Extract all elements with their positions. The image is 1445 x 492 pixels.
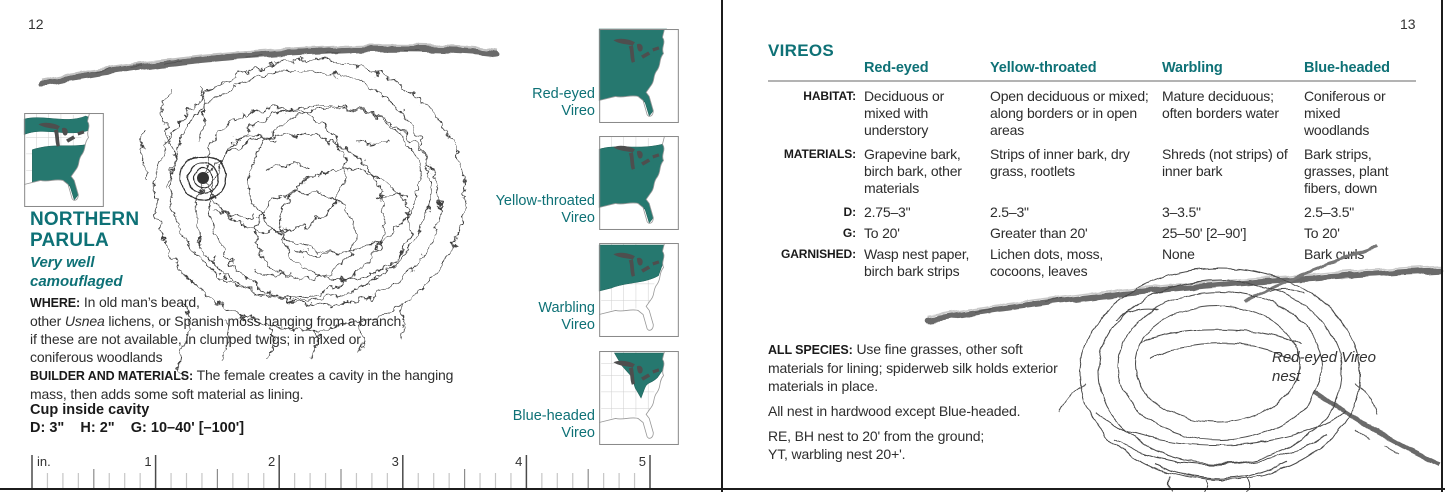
northern-parula-range-map [24,113,104,207]
nest-caption: Red-eyed Vireo nest [1272,349,1376,385]
warbling-vireo-range-map [599,243,679,337]
red-eyed-vireo-range-map [599,29,679,123]
page-gutter-divider [721,0,723,492]
table-cell: Shreds (not strips) of inner bark [1162,146,1288,179]
species-tagline: Very well camouflaged [30,254,123,290]
table-cell: 2.5–3.5" [1304,204,1355,220]
table-cell: 3–3.5" [1162,204,1201,220]
table-cell: 2.5–3" [990,204,1029,220]
blue-headed-vireo-range-map [599,351,679,445]
svg-text:1: 1 [144,454,152,469]
table-cell: Lichen dots, moss, cocoons, leaves [990,246,1104,279]
thumb-label-red-eyed: Red-eyed Vireo [532,86,595,119]
page-number-left: 12 [28,16,44,32]
svg-text:4: 4 [515,454,523,469]
table-row-materials: MATERIALS: Grapevine bark, birch bark, other materials Strips of inner bark, dry grass, rootlets Shreds (not strips) of inner bark Bark strips, grasses, plant fibers, down [768,146,1416,204]
cup-dimensions: D: 3" H: 2" G: 10–40' [–100'] [30,420,245,436]
table-cell: Wasp nest paper, birch bark strips [864,246,970,279]
table-header-row [768,60,1416,82]
column-header-blue-headed: Blue-headed [1304,60,1390,76]
cup-title: Cup inside cavity [30,402,150,418]
vireos-title: VIREOS [768,41,835,60]
table-row-diameter: D: 2.75–3" 2.5–3" 3–3.5" 2.5–3.5" [768,204,1416,225]
table-cell: Mature deciduous; often borders water [1162,88,1279,121]
table-cell: Open deciduous or mixed; along borders or in open areas [990,88,1149,138]
column-header-yellow-throated: Yellow-throated [990,60,1097,76]
yellow-throated-vireo-range-map [599,136,679,230]
thumb-label-yellow-throated: Yellow-throated Vireo [495,193,595,226]
table-row-ground-height: G: To 20' Greater than 20' 25–50' [2–90'] To 20' [768,225,1416,246]
page-bottom-border [0,488,1445,490]
table-cell: Coniferous or mixed woodlands [1304,88,1386,138]
table-cell: Bark curls [1304,246,1365,262]
table-cell: 25–50' [2–90'] [1162,225,1247,241]
all-species-note: ALL SPECIES: Use fine grasses, other soft materials for lining; spiderweb silk holds exterior materials in place. [768,341,1058,394]
svg-text:in.: in. [37,454,51,469]
species-heading [30,209,139,251]
svg-text:3: 3 [391,454,399,469]
table-cell: Bark strips, grasses, plant fibers, down [1304,146,1389,196]
table-cell: To 20' [1304,225,1340,241]
species-name-line2: PARULA [30,230,109,251]
table-cell: None [1162,246,1195,262]
ruler [24,452,684,489]
vireo-comparison-table [768,60,1416,287]
hardwood-note: All nest in hardwood except Blue-headed. [768,403,1021,419]
column-header-red-eyed: Red-eyed [864,60,929,76]
species-name-line1: NORTHERN [30,209,140,230]
page-number-right: 13 [1400,16,1416,32]
table-cell: Strips of inner bark, dry grass, rootlets [990,146,1130,179]
notes-block [768,340,1068,463]
builder-label: BUILDER AND MATERIALS: [30,369,194,383]
table-cell: Grapevine bark, birch bark, other materials [864,146,962,196]
all-species-label: ALL SPECIES: [768,343,853,357]
svg-text:2: 2 [267,454,276,469]
builder-paragraph: BUILDER AND MATERIALS: The female creates a cavity in the hanging mass, then adds some soft material as lining. [30,367,454,402]
table-row-garnished: GARNISHED: Wasp nest paper, birch bark strips Lichen dots, moss, cocoons, leaves None Bark curls [768,246,1416,287]
table-row-habitat: HABITAT: Deciduous or mixed with understory Open deciduous or mixed; along borders or in open areas Mature deciduous; often borders water Coniferous or mixed woodlands [768,88,1416,146]
table-cell: Deciduous or mixed with understory [864,88,945,138]
usnea-italic: Usnea [64,313,105,329]
height-note: RE, BH nest to 20' from the ground; YT, warbling nest 20+'. [768,428,985,462]
thumb-label-blue-headed: Blue-headed Vireo [512,408,595,441]
table-cell: Greater than 20' [990,225,1088,241]
table-cell: To 20' [864,225,900,241]
page-right-border [1441,0,1443,492]
where-label: WHERE: [30,296,81,310]
where-paragraph: WHERE: In old man’s beard, other Usnea lichens, or Spanish moss hanging from a branch; if these are not available, in clumped twigs; in mixed or coniferous woodlands [30,294,405,365]
table-cell: 2.75–3" [864,204,911,220]
column-header-warbling: Warbling [1162,60,1223,76]
svg-text:5: 5 [638,454,646,469]
thumb-label-warbling: Warbling Vireo [538,300,595,333]
